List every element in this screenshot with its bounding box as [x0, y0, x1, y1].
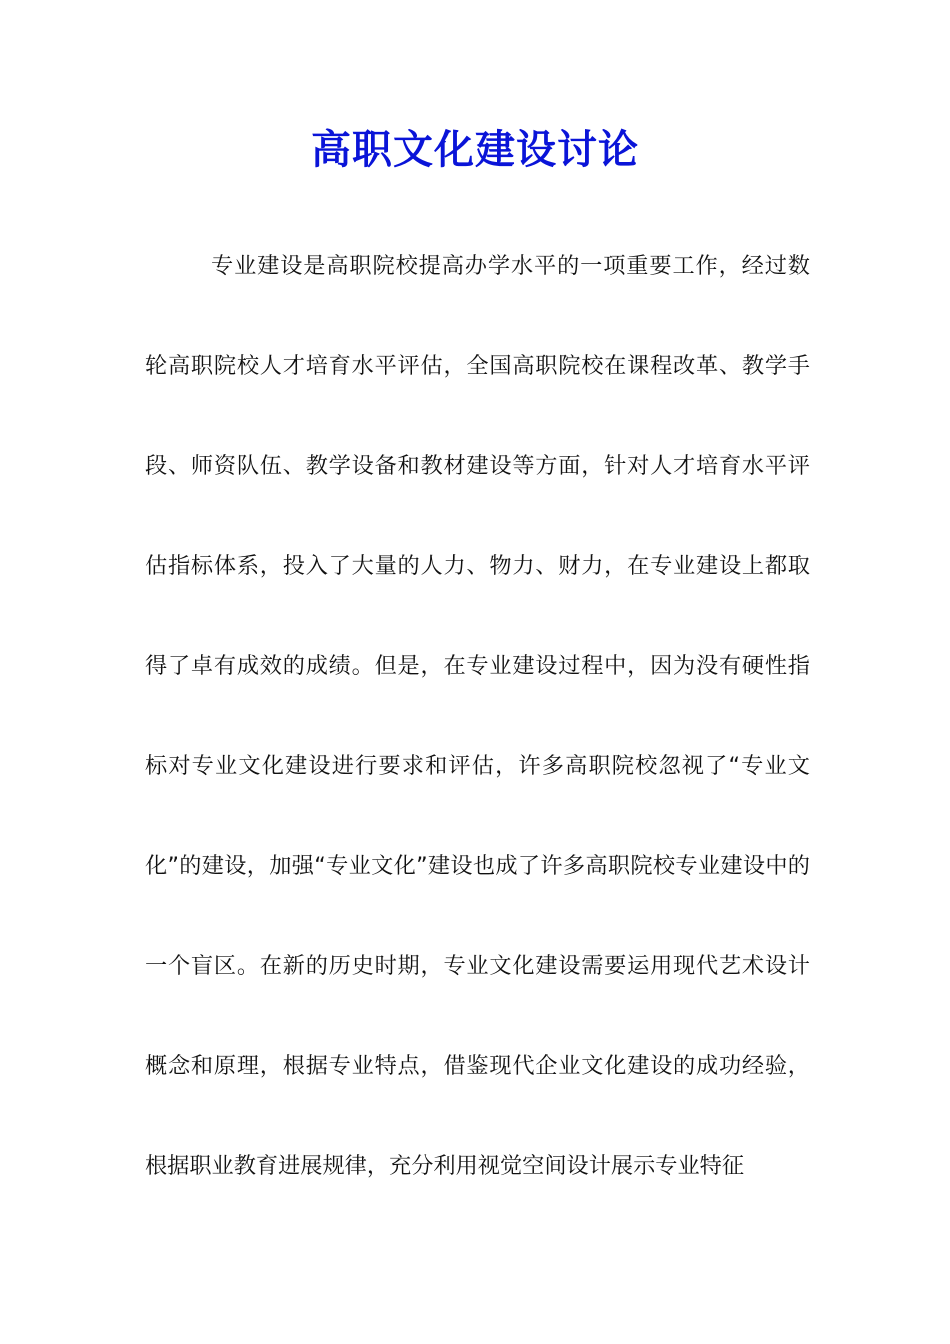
document-title: 高职文化建设讨论: [311, 126, 639, 173]
body-paragraph: 专业建设是高职院校提高办学水平的一项重要工作，经过数轮高职院校人才培育水平评估，全国高职院校在课程改革、教学手段、师资队伍、教学设备和教材建设等方面，针对人才培育水平评估指标体系，投入了大量的人力、物力、财力，在专业建设上都取得了卓有成效的成绩。但是，在专业建设过程中，因为没有硬性指标对专业文化建设进行要求和评估，许多高职院校忽视了“专业文化”的建设，加强“专业文化”建设也成了许多高职院校专业建设中的一个盲区。在新的历史时期，专业文化建设需要运用现代艺术设计概念和原理，根据专业特点，借鉴现代企业文化建设的成功经验，根据职业教育进展规律，充分利用视觉空间设计展示专业特征: [145, 253, 810, 1179]
